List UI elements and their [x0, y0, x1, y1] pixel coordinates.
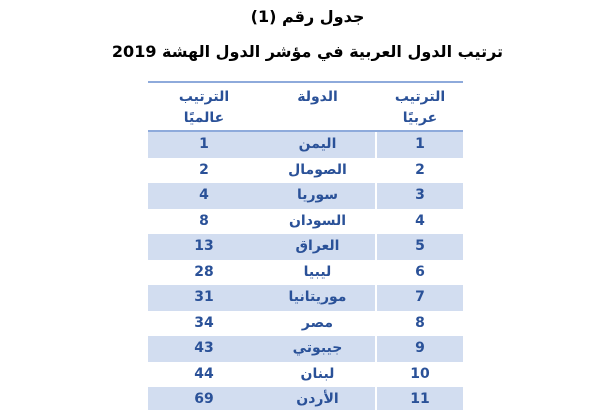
table-row — [148, 209, 463, 235]
cell-global-rank: 44 — [194, 365, 214, 382]
cell-arab-rank: 3 — [375, 183, 463, 209]
cell-arab-rank: 4 — [375, 209, 463, 235]
cell-country: السودان — [288, 212, 346, 229]
cell-global-rank: 28 — [194, 263, 214, 280]
cell-arab-rank: 10 — [375, 362, 463, 388]
cell-arab-rank: 5 — [375, 234, 463, 260]
cell-country: لبنان — [300, 365, 335, 382]
table-row — [148, 260, 463, 286]
table-row — [148, 285, 463, 311]
cell-global-rank: 1 — [199, 136, 209, 152]
cell-global-rank: 4 — [199, 187, 209, 203]
cell-country: جيبوتي — [292, 340, 343, 356]
cell-global-rank: 43 — [194, 340, 214, 356]
cell-arab-rank: 7 — [375, 285, 463, 311]
cell-country: سوريا — [296, 187, 339, 203]
table-row — [148, 158, 463, 184]
cell-country: موريتانيا — [288, 289, 347, 305]
table-row — [148, 362, 463, 388]
cell-country: اليمن — [298, 136, 337, 152]
header-arab-rank: الترتيب عربيًا — [375, 87, 463, 130]
table-row — [148, 311, 463, 337]
cell-country: الأردن — [296, 391, 339, 407]
cell-country: ليبيا — [303, 263, 332, 280]
table-header-row — [148, 83, 463, 132]
cell-arab-rank: 8 — [375, 311, 463, 337]
header-global-rank: الترتيب عالميًا — [178, 89, 230, 126]
table-row — [148, 132, 463, 158]
cell-global-rank: 34 — [194, 314, 214, 331]
cell-arab-rank: 2 — [375, 158, 463, 184]
cell-country: العراق — [295, 238, 340, 254]
table-number-title: جدول رقم (1) — [250, 7, 365, 26]
cell-country: مصر — [301, 314, 334, 331]
fragile-states-ranking-table — [148, 81, 463, 410]
table-subtitle: ترتيب الدول العربية في مؤشر الدول الهشة 2019 — [111, 42, 504, 61]
cell-arab-rank: 6 — [375, 260, 463, 286]
cell-global-rank: 2 — [199, 161, 209, 178]
cell-global-rank: 8 — [199, 212, 209, 229]
cell-global-rank: 13 — [194, 238, 214, 254]
table-body — [148, 132, 463, 410]
table-row — [148, 387, 463, 410]
header-country: الدولة — [297, 89, 338, 105]
table-row — [148, 336, 463, 362]
cell-global-rank: 31 — [194, 289, 214, 305]
cell-arab-rank: 11 — [375, 387, 463, 410]
cell-country: الصومال — [288, 161, 347, 178]
cell-global-rank: 69 — [194, 391, 214, 407]
table-row — [148, 234, 463, 260]
table-row — [148, 183, 463, 209]
cell-arab-rank: 9 — [375, 336, 463, 362]
cell-arab-rank: 1 — [375, 132, 463, 158]
